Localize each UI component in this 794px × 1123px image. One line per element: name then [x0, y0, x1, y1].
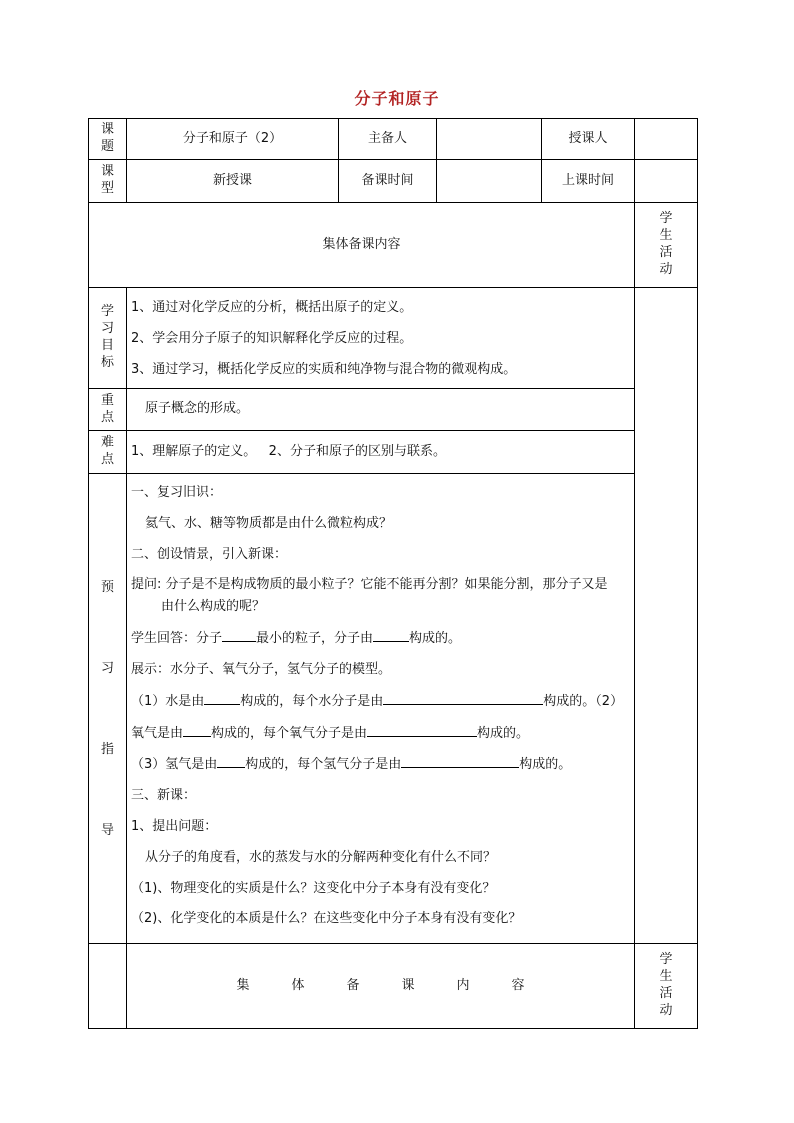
question-2: 氧气是由 构成的，每个氧气分子是由 构成的。	[131, 722, 628, 745]
prep-time-label: 备课时间	[339, 160, 437, 203]
section-header-row	[89, 203, 698, 288]
review-question: 氦气、水、糖等物质都是由什么微粒构成？	[145, 515, 393, 531]
footer-header-row	[89, 944, 698, 1029]
student-activity-label: 学 生 活 动	[635, 203, 698, 288]
topic-label: 课 题	[89, 119, 127, 160]
answer-blank[interactable]	[217, 753, 245, 768]
student-activity-label-bottom: 学 生 活 动	[635, 944, 698, 1029]
topic-value: 分子和原子（2）	[127, 119, 339, 160]
difficulty-row	[89, 431, 698, 474]
type-row	[89, 160, 698, 203]
key-point-text: 原子概念的形成。	[127, 389, 635, 431]
class-time-label: 上课时间	[542, 160, 635, 203]
teacher-label: 授课人	[542, 119, 635, 160]
teacher-value	[635, 119, 698, 160]
answer-blank[interactable]	[401, 753, 519, 768]
footer-empty-cell	[89, 944, 127, 1029]
answer-blank[interactable]	[373, 627, 409, 642]
student-answer: 学生回答：分子 最小的粒子，分子由 构成的。	[131, 627, 628, 650]
objectives-row	[89, 288, 698, 389]
type-label: 课 型	[89, 160, 127, 203]
sub-question-2: （2)、化学变化的本质是什么？在这些变化中分子本身有没有变化？	[131, 911, 522, 927]
key-point-row	[89, 389, 698, 431]
topic-row	[89, 119, 698, 160]
guide-label: 预 习 指 导	[89, 474, 127, 944]
new-lesson-title: 三、新课：	[131, 788, 197, 804]
guide-row	[89, 474, 698, 944]
section-header: 集体备课内容	[89, 203, 635, 288]
model-show: 展示：水分子、氧气分子，氢气分子的模型。	[131, 661, 392, 677]
raise-question: 从分子的角度看，水的蒸发与水的分解两种变化有什么不同？	[145, 849, 497, 865]
ask-line-2: 由什么构成的呢？	[161, 599, 266, 615]
ask-line-1: 提问: 分子是不是构成物质的最小粒子？它能不能再分割？如果能分割，那分子又是	[131, 577, 608, 593]
review-title: 一、复习旧识：	[131, 485, 223, 500]
preparer-label: 主备人	[339, 119, 437, 160]
lesson-plan-table	[88, 118, 698, 1029]
page-title: 分子和原子	[354, 89, 440, 108]
scene-title: 二、创设情景，引入新课：	[131, 546, 288, 562]
sub-question-1: （1)、物理变化的实质是什么？这变化中分子本身有没有变化？	[131, 880, 496, 896]
guide-content	[127, 474, 635, 944]
prep-time-value	[437, 160, 542, 203]
key-point-label: 重 点	[89, 389, 127, 431]
objective-item: 2、学会用分子原子的知识解释化学反应的过程。	[131, 330, 413, 346]
answer-blank[interactable]	[222, 627, 256, 642]
difficulty-text: 1、理解原子的定义。 2、分子和原子的区别与联系。	[127, 431, 635, 474]
footer-header: 集 体 备 课 内 容	[127, 944, 635, 1029]
answer-blank[interactable]	[204, 690, 240, 705]
answer-blank[interactable]	[383, 690, 543, 705]
objectives-label: 学 习 目 标	[89, 288, 127, 389]
objective-item: 3、通过学习，概括化学反应的实质和纯净物与混合物的微观构成。	[131, 361, 517, 377]
student-activity-column	[635, 288, 698, 944]
question-1: （1）水是由 构成的，每个水分子是由 构成的。（2）	[131, 690, 628, 713]
question-3: （3）氢气是由 构成的，每个氢气分子是由 构成的。	[131, 753, 628, 776]
preparer-value	[437, 119, 542, 160]
class-time-value	[635, 160, 698, 203]
answer-blank[interactable]	[183, 722, 211, 737]
objective-item: 1、通过对化学反应的分析，概括出原子的定义。	[131, 299, 413, 315]
type-value: 新授课	[127, 160, 339, 203]
answer-blank[interactable]	[367, 722, 477, 737]
difficulty-label: 难 点	[89, 431, 127, 474]
objectives-list	[127, 288, 635, 389]
raise-question-title: 1、提出问题：	[131, 818, 218, 834]
